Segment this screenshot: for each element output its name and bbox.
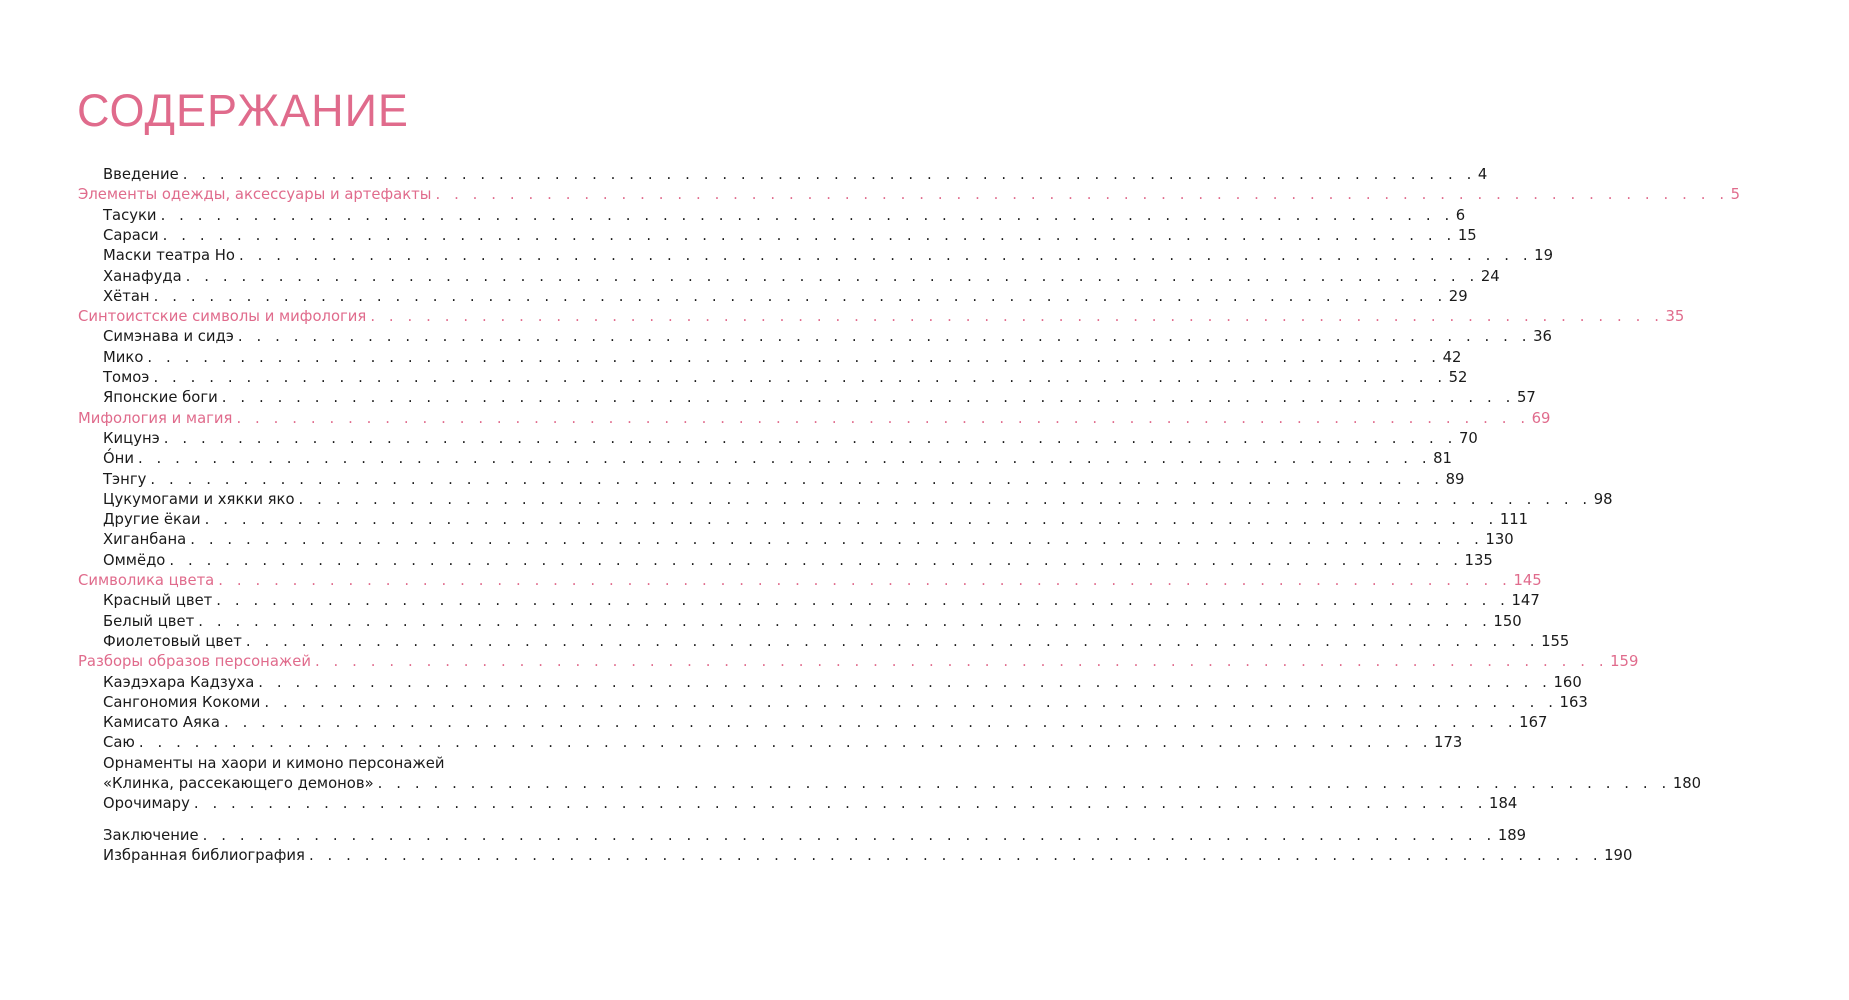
toc-entry-label: Тэнгу <box>103 470 147 488</box>
toc-leader: . . . . . . . . . . . . . . . . . . . . . . . . . . . . . . . . . . . . . . . . . . . . . . . . . . . . . . . . . . . . . . . . . . . . . . <box>153 287 1447 305</box>
toc-leader: . . . . . . . . . . . . . . . . . . . . . . . . . . . . . . . . . . . . . . . . . . . . . . . . . . . . . . . . . . . . . . . . . . . . . . <box>223 714 1518 732</box>
toc-entry[interactable] <box>0 368 1468 388</box>
toc-entry-label: Тасуки <box>103 206 157 224</box>
toc-entry-label: Томоэ <box>103 369 150 386</box>
toc-leader: . . . . . . . . . . . . . . . . . . . . . . . . . . . . . . . . . . . . . . . . . . . . . . . . . . . . . . . . . . . . . . . . . . . . . . <box>153 369 1447 386</box>
toc-section[interactable] <box>0 409 1551 429</box>
toc-leader: . . . . . . . . . . . . . . . . . . . . . . . . . . . . . . . . . . . . . . . . . . . . . . . . . . . . . . . . . . . . . . . . . . . . . . <box>377 774 1671 792</box>
toc-entry-label: Цукумогами и хякки яко <box>103 490 295 508</box>
toc-section-label: Синтоистские символы и мифология <box>78 308 367 326</box>
toc-entry-label: Другие ёкаи <box>103 511 201 529</box>
toc-page-number: 190 <box>1604 846 1633 864</box>
toc-leader: . . . . . . . . . . . . . . . . . . . . . . . . . . . . . . . . . . . . . . . . . . . . . . . . . . . . . . . . . . . . . . . . . . . . . . <box>190 531 1484 549</box>
toc-leader: . . . . . . . . . . . . . . . . . . . . . . . . . . . . . . . . . . . . . . . . . . . . . . . . . . . . . . . . . . . . . . . . . . . . . . <box>185 267 1479 285</box>
toc-entry[interactable] <box>0 530 1514 550</box>
toc-entry-label: Камисато Аяка <box>103 714 220 732</box>
toc-page-number: 147 <box>1511 592 1540 610</box>
toc-leader: . . . . . . . . . . . . . . . . . . . . . . . . . . . . . . . . . . . . . . . . . . . . . . . . . . . . . . . . . . . . . . . . . . . . . . <box>182 166 1476 183</box>
toc-entry-label: О́ни <box>103 450 134 468</box>
toc-entry[interactable] <box>0 490 1613 510</box>
toc-page-number: 189 <box>1497 826 1527 844</box>
toc-entry[interactable] <box>0 794 1518 814</box>
toc-entry[interactable] <box>0 846 1633 866</box>
toc-entry[interactable] <box>0 206 1466 226</box>
toc-entry[interactable] <box>0 551 1493 571</box>
toc-leader: . . . . . . . . . . . . . . . . . . . . . . . . . . . . . . . . . . . . . . . . . . . . . . . . . . . . . . . . . . . . . . . . . . . . . . <box>147 348 1441 366</box>
toc-leader: . . . . . . . . . . . . . . . . . . . . . . . . . . . . . . . . . . . . . . . . . . . . . . . . . . . . . . . . . . . . . . . . . . . . . . <box>138 734 1433 752</box>
toc-leader: . . . . . . . . . . . . . . . . . . . . . . . . . . . . . . . . . . . . . . . . . . . . . . . . . . . . . . . . . . . . . . . . . . . . . . <box>237 328 1532 346</box>
toc-leader: . . . . . . . . . . . . . . . . . . . . . . . . . . . . . . . . . . . . . . . . . . . . . . . . . . . . . . . . . . . . . . . . . . . . . . <box>169 551 1463 569</box>
toc-leader: . . . . . . . . . . . . . . . . . . . . . . . . . . . . . . . . . . . . . . . . . . . . . . . . . . . . . . . . . . . . . . . . . . . . . . <box>245 632 1540 650</box>
toc-entry[interactable] <box>0 165 1488 185</box>
toc-entry[interactable] <box>0 327 1552 347</box>
toc-page-number: 111 <box>1499 511 1529 529</box>
toc-leader: . . . . . . . . . . . . . . . . . . . . . . . . . . . . . . . . . . . . . . . . . . . . . . . . . . . . . . . . . . . . . . . . . . . . . . <box>162 226 1456 244</box>
toc-entry-label: «Клинка, рассекающего демонов» <box>103 774 374 792</box>
toc-page-number: 155 <box>1541 632 1570 650</box>
toc-page-number: 52 <box>1448 369 1468 386</box>
toc-page-number: 70 <box>1458 429 1478 447</box>
toc-page-number: 42 <box>1442 348 1462 366</box>
toc-page-number: 6 <box>1455 206 1466 224</box>
toc-entry-label: Заключение <box>103 826 199 844</box>
toc-leader: . . . . . . . . . . . . . . . . . . . . . . . . . . . . . . . . . . . . . . . . . . . . . . . . . . . . . . . . . . . . . . . . . . . . . . <box>258 673 1552 691</box>
toc-page-number: 159 <box>1610 653 1639 671</box>
toc-page-number: 19 <box>1534 247 1554 265</box>
toc-entry[interactable] <box>0 693 1588 713</box>
toc-page-number: 98 <box>1593 490 1613 508</box>
toc-page-number: 36 <box>1533 328 1552 346</box>
toc-entry-label: Оммёдо <box>103 551 166 569</box>
toc-leader: . . . . . . . . . . . . . . . . . . . . . . . . . . . . . . . . . . . . . . . . . . . . . . . . . . . . . . . . . . . . . . . . . . . . . . <box>137 450 1432 468</box>
toc-section-label: Разборы образов персонажей <box>78 653 311 671</box>
toc-page-number: 135 <box>1464 551 1493 569</box>
toc-entry[interactable] <box>0 591 1540 611</box>
toc-entry[interactable] <box>0 733 1463 753</box>
toc-page-number: 163 <box>1559 693 1588 711</box>
toc-entry-label: Сангономия Кокоми <box>103 693 261 711</box>
toc-section-label: Элементы одежды, аксессуары и артефакты <box>78 186 432 204</box>
toc-page-number: 24 <box>1480 267 1500 285</box>
toc-page-number: 130 <box>1485 531 1514 549</box>
toc-entry[interactable] <box>0 267 1500 287</box>
toc-leader: . . . . . . . . . . . . . . . . . . . . . . . . . . . . . . . . . . . . . . . . . . . . . . . . . . . . . . . . . . . . . . . . . . . . . . <box>264 693 1558 711</box>
toc-section[interactable] <box>0 571 1542 591</box>
toc-entry-label: Кицунэ <box>103 429 160 447</box>
toc-page-number: 35 <box>1665 308 1685 326</box>
toc-page-number: 184 <box>1489 795 1518 813</box>
toc-section[interactable] <box>0 652 1639 672</box>
toc-leader: . . . . . . . . . . . . . . . . . . . . . . . . . . . . . . . . . . . . . . . . . . . . . . . . . . . . . . . . . . . . . . . . . . . . . . <box>202 826 1496 844</box>
toc-page-number: 160 <box>1553 673 1582 691</box>
toc-page-number: 5 <box>1730 186 1741 204</box>
toc-leader: . . . . . . . . . . . . . . . . . . . . . . . . . . . . . . . . . . . . . . . . . . . . . . . . . . . . . . . . . . . . . . . . . . . . . . <box>193 795 1488 813</box>
toc-entry[interactable] <box>0 612 1522 632</box>
toc-page-number: 15 <box>1457 226 1477 244</box>
toc-entry[interactable] <box>0 510 1529 530</box>
toc-entry[interactable] <box>0 226 1477 246</box>
toc-page-number: 69 <box>1531 409 1551 427</box>
toc-leader: . . . . . . . . . . . . . . . . . . . . . . . . . . . . . . . . . . . . . . . . . . . . . . . . . . . . . . . . . . . . . . . . . . . . . . <box>236 409 1530 427</box>
toc-page-number: 145 <box>1513 572 1542 589</box>
toc-page-number: 173 <box>1434 734 1463 752</box>
toc-section[interactable] <box>0 307 1685 327</box>
toc-page-number: 29 <box>1448 287 1468 305</box>
toc-entry[interactable] <box>0 826 1527 846</box>
toc-entry-label: Орнаменты на хаори и кимоно персонажей <box>103 754 445 772</box>
toc-leader: . . . . . . . . . . . . . . . . . . . . . . . . . . . . . . . . . . . . . . . . . . . . . . . . . . . . . . . . . . . . . . . . . . . . . . <box>216 592 1510 610</box>
toc-entry-label: Фиолетовый цвет <box>103 632 242 650</box>
toc-entry-label: Маски театра Но <box>103 247 235 265</box>
toc-entry-label: Японские боги <box>103 389 218 407</box>
toc-entry-label: Каэдэхара Кадзуха <box>103 673 255 691</box>
toc-entry[interactable] <box>0 246 1554 266</box>
toc-leader: . . . . . . . . . . . . . . . . . . . . . . . . . . . . . . . . . . . . . . . . . . . . . . . . . . . . . . . . . . . . . . . . . . . . . . <box>204 511 1498 529</box>
toc-leader: . . . . . . . . . . . . . . . . . . . . . . . . . . . . . . . . . . . . . . . . . . . . . . . . . . . . . . . . . . . . . . . . . . . . . . <box>238 247 1533 265</box>
toc-entry-label: Красный цвет <box>103 592 213 610</box>
toc-section[interactable] <box>0 185 1741 205</box>
toc-entry[interactable] <box>0 632 1570 652</box>
toc-entry-label: Ханафуда <box>103 267 182 285</box>
toc-entry-label: Симэнава и сидэ <box>103 328 234 346</box>
toc-page-number: 167 <box>1519 714 1548 732</box>
toc-section-label: Мифология и магия <box>78 409 233 427</box>
toc-leader: . . . . . . . . . . . . . . . . . . . . . . . . . . . . . . . . . . . . . . . . . . . . . . . . . . . . . . . . . . . . . . . . . . . . . . <box>160 206 1454 224</box>
toc-entry[interactable] <box>0 713 1548 733</box>
toc-section-label: Символика цвета <box>78 572 215 589</box>
page-title: СОДЕРЖАНИЕ <box>77 85 409 136</box>
toc-entry[interactable] <box>0 429 1478 449</box>
toc-page-number: 180 <box>1672 774 1702 792</box>
toc-entry[interactable] <box>0 673 1582 693</box>
toc-leader: . . . . . . . . . . . . . . . . . . . . . . . . . . . . . . . . . . . . . . . . . . . . . . . . . . . . . . . . . . . . . . . . . . . . . . <box>218 572 1512 589</box>
toc-entry-label: Сараси <box>103 226 159 244</box>
toc-page-number: 89 <box>1445 470 1465 488</box>
toc-leader: . . . . . . . . . . . . . . . . . . . . . . . . . . . . . . . . . . . . . . . . . . . . . . . . . . . . . . . . . . . . . . . . . . . . . . <box>308 846 1603 864</box>
toc-entry-label: Хётан <box>103 287 150 305</box>
toc-leader: . . . . . . . . . . . . . . . . . . . . . . . . . . . . . . . . . . . . . . . . . . . . . . . . . . . . . . . . . . . . . . . . . . . . . . <box>221 389 1515 407</box>
toc-entry-label: Мико <box>103 348 144 366</box>
toc-leader: . . . . . . . . . . . . . . . . . . . . . . . . . . . . . . . . . . . . . . . . . . . . . . . . . . . . . . . . . . . . . . . . . . . . . . <box>150 470 1444 488</box>
toc-entry-label: Саю <box>103 734 135 752</box>
toc-leader: . . . . . . . . . . . . . . . . . . . . . . . . . . . . . . . . . . . . . . . . . . . . . . . . . . . . . . . . . . . . . . . . . . . . . . <box>298 490 1592 508</box>
toc-entry[interactable] <box>0 754 1702 794</box>
toc-entry-label: Избранная библиография <box>103 846 305 864</box>
toc-leader: . . . . . . . . . . . . . . . . . . . . . . . . . . . . . . . . . . . . . . . . . . . . . . . . . . . . . . . . . . . . . . . . . . . . . . <box>163 429 1457 447</box>
toc-entry-label: Введение <box>103 166 179 183</box>
toc-entry-label: Хиганбана <box>103 531 187 549</box>
toc-entry[interactable] <box>0 449 1452 469</box>
toc-page-number: 81 <box>1433 450 1452 468</box>
toc-entry[interactable] <box>0 470 1465 490</box>
toc-page-number: 4 <box>1477 166 1488 183</box>
toc-entry[interactable] <box>0 348 1462 368</box>
toc-leader: . . . . . . . . . . . . . . . . . . . . . . . . . . . . . . . . . . . . . . . . . . . . . . . . . . . . . . . . . . . . . . . . . . . . . . <box>435 186 1729 204</box>
toc-leader: . . . . . . . . . . . . . . . . . . . . . . . . . . . . . . . . . . . . . . . . . . . . . . . . . . . . . . . . . . . . . . . . . . . . . . <box>198 612 1492 630</box>
toc-entry[interactable] <box>0 388 1536 408</box>
toc-page-number: 150 <box>1493 612 1522 630</box>
toc-entry[interactable] <box>0 287 1468 307</box>
toc-page-number: 57 <box>1516 389 1536 407</box>
toc-leader: . . . . . . . . . . . . . . . . . . . . . . . . . . . . . . . . . . . . . . . . . . . . . . . . . . . . . . . . . . . . . . . . . . . . . . <box>370 308 1664 326</box>
toc-leader: . . . . . . . . . . . . . . . . . . . . . . . . . . . . . . . . . . . . . . . . . . . . . . . . . . . . . . . . . . . . . . . . . . . . . . <box>314 653 1609 671</box>
toc-entry-label: Белый цвет <box>103 612 195 630</box>
toc-entry-label: Орочимару <box>103 795 190 813</box>
